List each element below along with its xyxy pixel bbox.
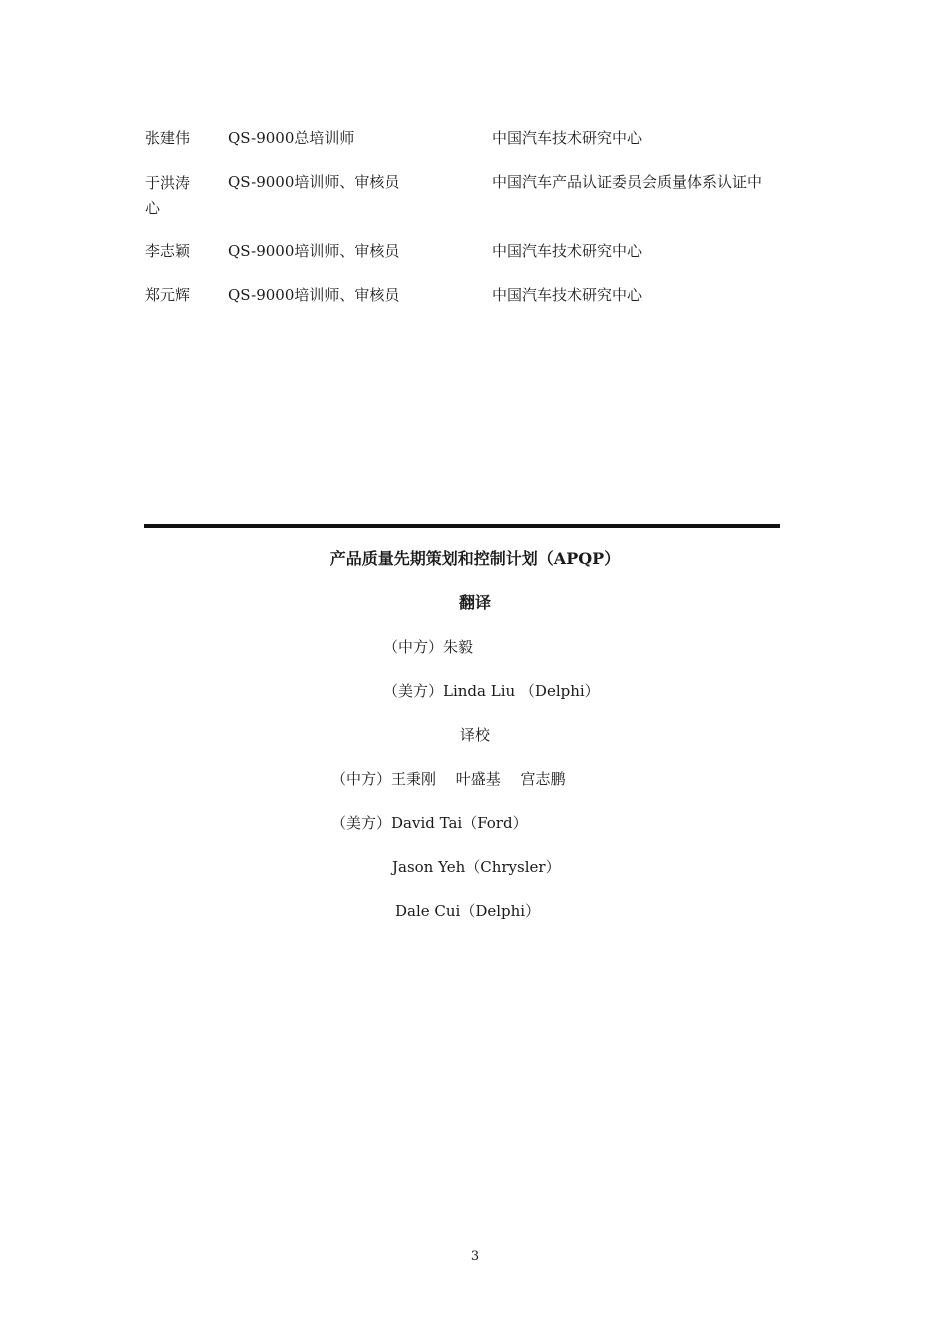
- member-role: QS-9000培训师、审核员: [228, 286, 400, 304]
- reviewer-american-2: Jason Yeh（Chrysler）: [392, 858, 561, 876]
- translator-chinese: （中方）朱毅: [383, 638, 474, 656]
- reviewer-chinese: （中方）王秉刚 叶盛基 宫志鹏: [331, 770, 566, 788]
- section-divider: [144, 524, 780, 528]
- member-name: 李志颖: [145, 242, 191, 260]
- member-role: QS-9000培训师、审核员: [228, 173, 400, 191]
- page-number: 3: [470, 1249, 480, 1264]
- member-name: 郑元辉: [145, 286, 191, 304]
- member-role: QS-9000培训师、审核员: [228, 242, 400, 260]
- translation-heading: 翻译: [458, 593, 491, 612]
- member-org: 中国汽车产品认证委员会质量体系认证中: [492, 173, 763, 191]
- member-name: 张建伟: [145, 129, 191, 147]
- reviewer-american: （美方）David Tai（Ford）: [331, 814, 528, 832]
- review-heading: 译校: [459, 726, 490, 744]
- reviewer-american-3: Dale Cui（Delphi）: [395, 902, 541, 920]
- document-title: 产品质量先期策划和控制计划（APQP）: [329, 549, 621, 568]
- member-name: 于洪涛心: [145, 174, 191, 217]
- member-org: 中国汽车技术研究中心: [492, 129, 643, 147]
- member-org: 中国汽车技术研究中心: [492, 242, 643, 260]
- member-org: 中国汽车技术研究中心: [492, 286, 643, 304]
- translator-american: （美方）Linda Liu （Delphi）: [383, 682, 600, 700]
- member-role: QS-9000总培训师: [228, 129, 355, 147]
